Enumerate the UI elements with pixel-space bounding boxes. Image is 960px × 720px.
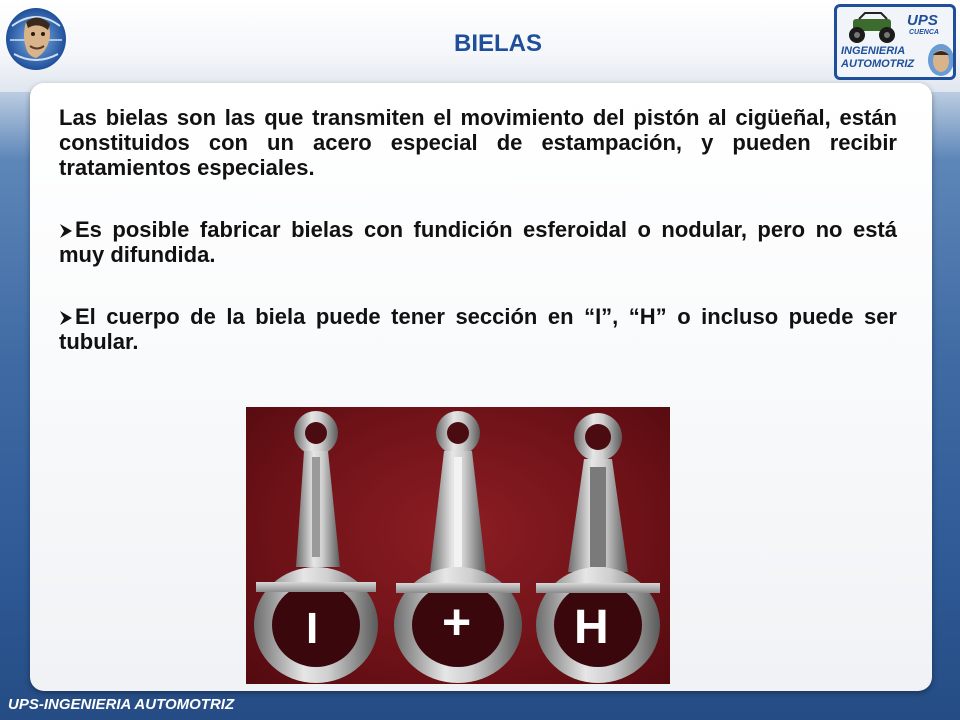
arrow-bullet-icon: [59, 304, 75, 329]
label-i: I: [306, 604, 319, 653]
content-text: [59, 105, 897, 391]
connecting-rods-photo: [246, 407, 670, 684]
bullet-text: Es posible fabricar bielas con fundición esferoidal o nodular, pero no está muy difundida.: [59, 217, 897, 267]
logo-ingenieria-text: INGENIERIA: [841, 45, 906, 57]
logo-cuenca-text: CUENCA: [909, 29, 939, 36]
slide-title: BIELAS: [453, 30, 542, 57]
intro-paragraph: Las bielas son las que transmiten el movimiento del pistón al cigüeñal, están constituidos con un acero especial de estampación, y pueden recibir tratamientos especiales.: [59, 105, 897, 180]
arrow-bullet-icon: [59, 217, 75, 242]
label-plus: +: [442, 594, 472, 650]
logo-ups-text: UPS: [907, 12, 938, 29]
label-h: H: [574, 601, 609, 654]
buggy-logo: [843, 11, 901, 45]
logo-automotriz-text: AUTOMOTRIZ: [841, 58, 915, 70]
ingenieria-automotriz-logo: [834, 4, 956, 80]
connecting-rods-illustration: [246, 407, 670, 684]
slide-footer: [0, 690, 960, 720]
logo-face-icon: [927, 43, 955, 77]
bullet-text: El cuerpo de la biela puede tener sección en “I”, “H” o incluso puede ser tubular.: [59, 304, 897, 354]
bullet-item: [59, 304, 897, 354]
slide-header: [0, 0, 960, 92]
footer-text: UPS-INGENIERIA AUTOMOTRIZ: [8, 696, 235, 713]
bullet-item: [59, 217, 897, 267]
